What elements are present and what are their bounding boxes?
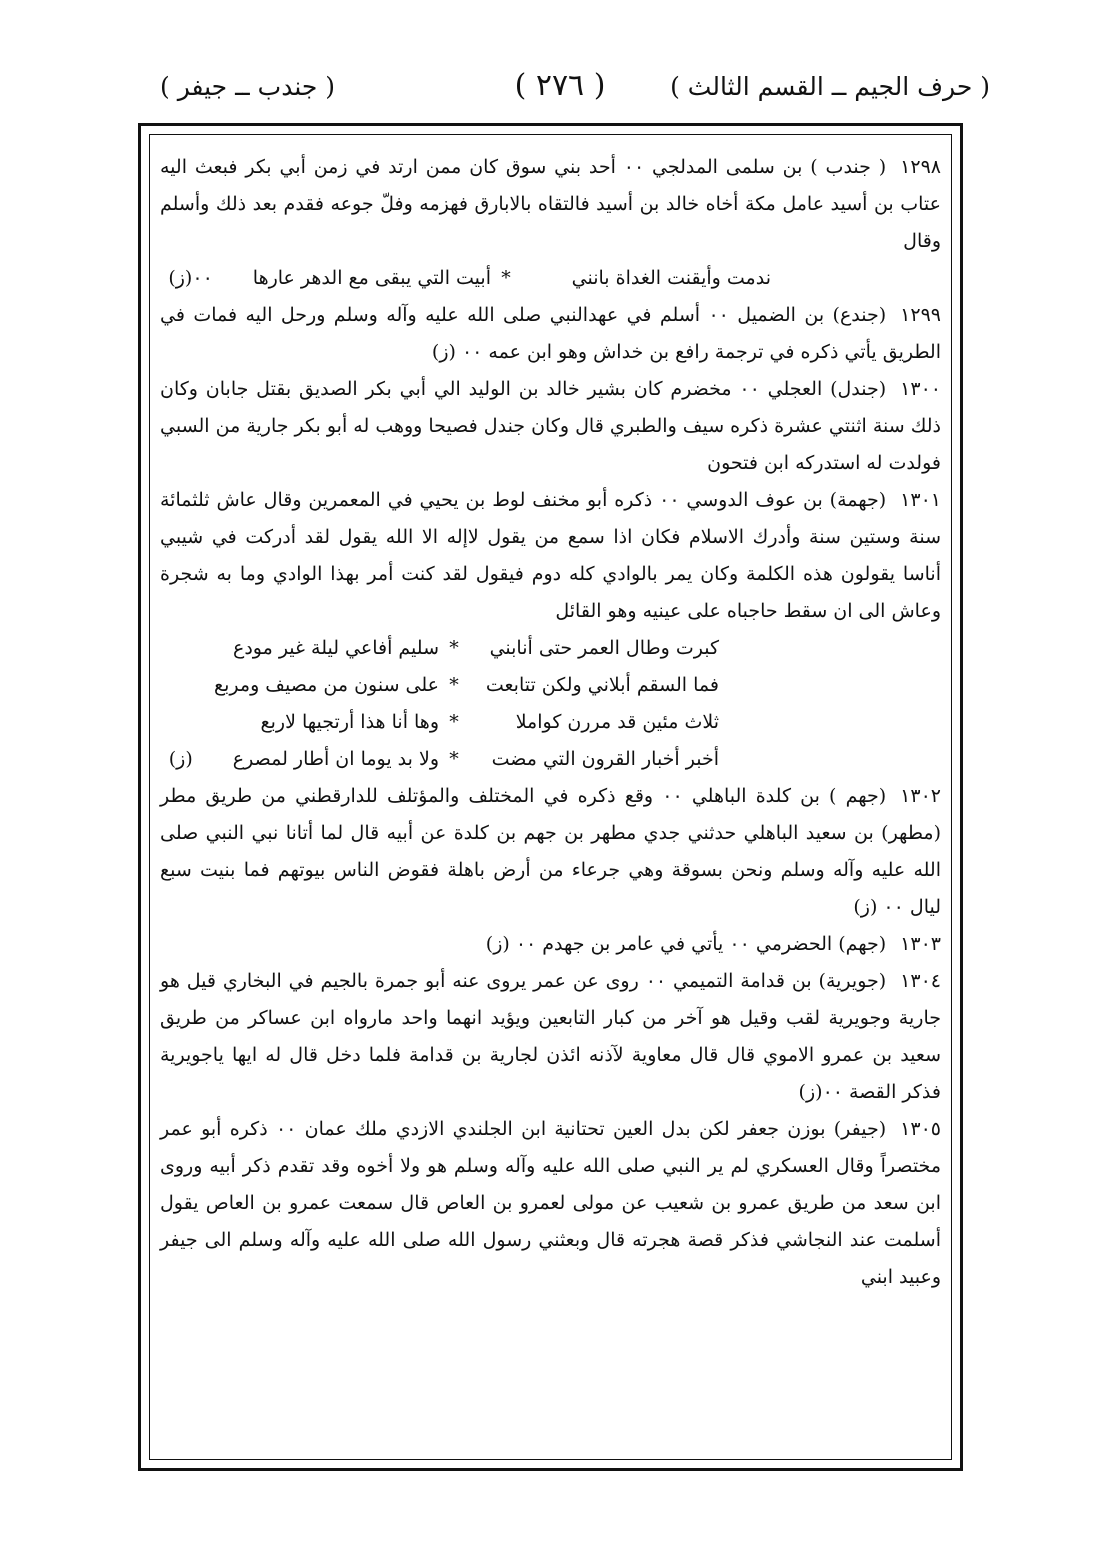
verse-hemistich-2: أبيت التي يبقى مع الدهر عارها (252, 267, 491, 289)
page-frame-inner (149, 134, 952, 1460)
verse-mark: (ز) (168, 748, 193, 770)
entry-1304 (160, 963, 941, 1111)
verse-line (160, 741, 941, 778)
entry-text: (جهمة) بن عوف الدوسي ٠٠ ذكره أبو مخنف لوط بن يحيي في المعمرين وقال عاش ثلثمائة سنة وستين سنة وأدرك الاسلام فكان اذا سمع من يقول لاإله الا الله يقول لقد أدركت في شيبي أناسا يقولون هذه الكلمة وكان يمر بالوادي كله دوم فيقول لقد كنت أمر بهذا الوادي وما به شجرة وعاش الى ان سقط حاجباه على عينيه وهو القائل (160, 489, 941, 622)
verse-hemistich-1: فما السقم أبلاني ولكن تتابعت (485, 674, 719, 696)
entry-number: ١٣٠٠ (900, 378, 941, 400)
verse-hemistich-2: ولا بد يوما ان أطار لمصرع (232, 748, 439, 770)
page-number: ( ٢٧٦ ) (514, 68, 606, 103)
verse-separator: * (449, 748, 459, 770)
verse-line (160, 260, 941, 297)
verse-hemistich-1: أخبر أخبار القرون التي مضت (491, 748, 719, 770)
entry-1301 (160, 482, 941, 630)
entry-number: ١٣٠٣ (900, 933, 941, 955)
entry-text: (جيفر) بوزن جعفر لكن بدل العين تحتانية ابن الجلندي الازدي ملك عمان ٠٠ ذكره أبو عمر مختصراً وقال العسكري لم ير النبي صلى الله عليه وآله وسلم هو ولا أخوه وقد تقدم ذكر أبيه وروى ابن سعد من طريق عمرو بن شعيب عن مولى لعمرو بن العاص قال سمعت عمرو بن العاص يقول أسلمت عند النجاشي فذكر قصة هجرته قال وبعثني رسول الله صلى الله عليه وآله وسلم الى جيفر وعبيد ابني (160, 1118, 941, 1288)
entry-number: ١٣٠٥ (900, 1118, 941, 1140)
verse-line (160, 704, 941, 741)
entry-1299 (160, 297, 941, 371)
verse-line (160, 667, 941, 704)
entry-1298 (160, 149, 941, 260)
verse-separator: * (449, 637, 459, 659)
entry-1305 (160, 1111, 941, 1296)
entry-1303 (160, 926, 941, 963)
entry-1302 (160, 778, 941, 926)
entry-text: (جندل) العجلي ٠٠ مخضرم كان بشير خالد بن الوليد الي أبي بكر الصديق بقتل جابان وكان ذلك سنة اثنتي عشرة ذكره سيف والطبري قال وكان جندل فصيحا ووهب له أبو بكر جارية من السبي فولدت له استدركه ابن فتحون (160, 378, 941, 474)
verse-separator: * (501, 267, 511, 289)
entry-number: ١٢٩٩ (900, 304, 941, 326)
entry-number: ١٣٠١ (900, 489, 941, 511)
verse-separator: * (449, 711, 459, 733)
entry-number: ١٣٠٢ (900, 785, 941, 807)
entry-text: ( جندب ) بن سلمى المدلجي ٠٠ أحد بني سوق كان ممن ارتد في زمن أبي بكر فبعث اليه عتاب بن أسيد عامل مكة أخاه خالد بن أسيد فالتقاه بالابارق فهزمه وفلّ جوعه فقدم بعد ذلك وأسلم وقال (160, 156, 941, 252)
verse-hemistich-2: على سنون من مصيف ومربع (214, 674, 439, 696)
verse-hemistich-2: سليم أفاعي ليلة غير مودع (232, 637, 439, 659)
entry-number: ١٣٠٤ (900, 970, 941, 992)
page-body (160, 149, 941, 1296)
entry-text: (جهم ) بن كلدة الباهلي ٠٠ وقع ذكره في المختلف والمؤتلف للدارقطني من طريق مطر (مطهر) بن سعيد الباهلي حدثني جدي مطهر بن جهم بن كلدة عن أبيه قال لما أتانا نبي النبي صلى الله عليه وآله وسلم ونحن بسوقة وهي جرعاء من أرض باهلة فقوض الناس بيوتهم فما بنيت سبع ليال ٠٠ (ز) (160, 785, 941, 918)
verse-hemistich-1: كبرت وطال العمر حتى أنابني (489, 637, 719, 659)
verse-line (160, 630, 941, 667)
entry-text: (جهم) الحضرمي ٠٠ يأتي في عامر بن جهدم ٠٠ (ز) (485, 933, 887, 955)
entry-1300 (160, 371, 941, 482)
verse-hemistich-1: ثلاث مئين قد مررن كواملا (515, 711, 719, 733)
page-header (130, 68, 990, 120)
entry-number: ١٢٩٨ (900, 156, 941, 178)
entry-text: (جندع) بن الضميل ٠٠ أسلم في عهدالنبي صلى الله عليه وآله وسلم ورحل اليه فمات في الطريق يأتي ذكره في ترجمة رافع بن خداش وهو ابن عمه ٠٠ (ز) (160, 304, 941, 363)
page-frame-outer (138, 123, 963, 1471)
verse-mark: ٠٠(ز) (168, 267, 213, 289)
entry-text: (جويرية) بن قدامة التميمي ٠٠ روى عن عمر يروى عنه أبو جمرة بالجيم في البخاري قيل هو جارية وجويرية لقب وقيل هو آخر من كبار التابعين ويؤيد انهما واحد مارواه ابن عساكر من طريق سعيد بن عمرو الاموي قال قال معاوية لآذنه ائذن لجارية بن قدامة فلما دخل قال له ايها ياجويرية فذكر القصة ٠٠(ز) (160, 970, 941, 1103)
verse-hemistich-2: وها أنا هذا أرتجيها لاربع (260, 711, 439, 733)
verse-hemistich-1: ندمت وأيقنت الغداة بانني (571, 267, 771, 289)
header-entry-range: ( جندب ــ جيفر ) (160, 72, 336, 101)
header-chapter-title: ( حرف الجيم ــ القسم الثالث ) (670, 72, 990, 101)
verse-separator: * (449, 674, 459, 696)
